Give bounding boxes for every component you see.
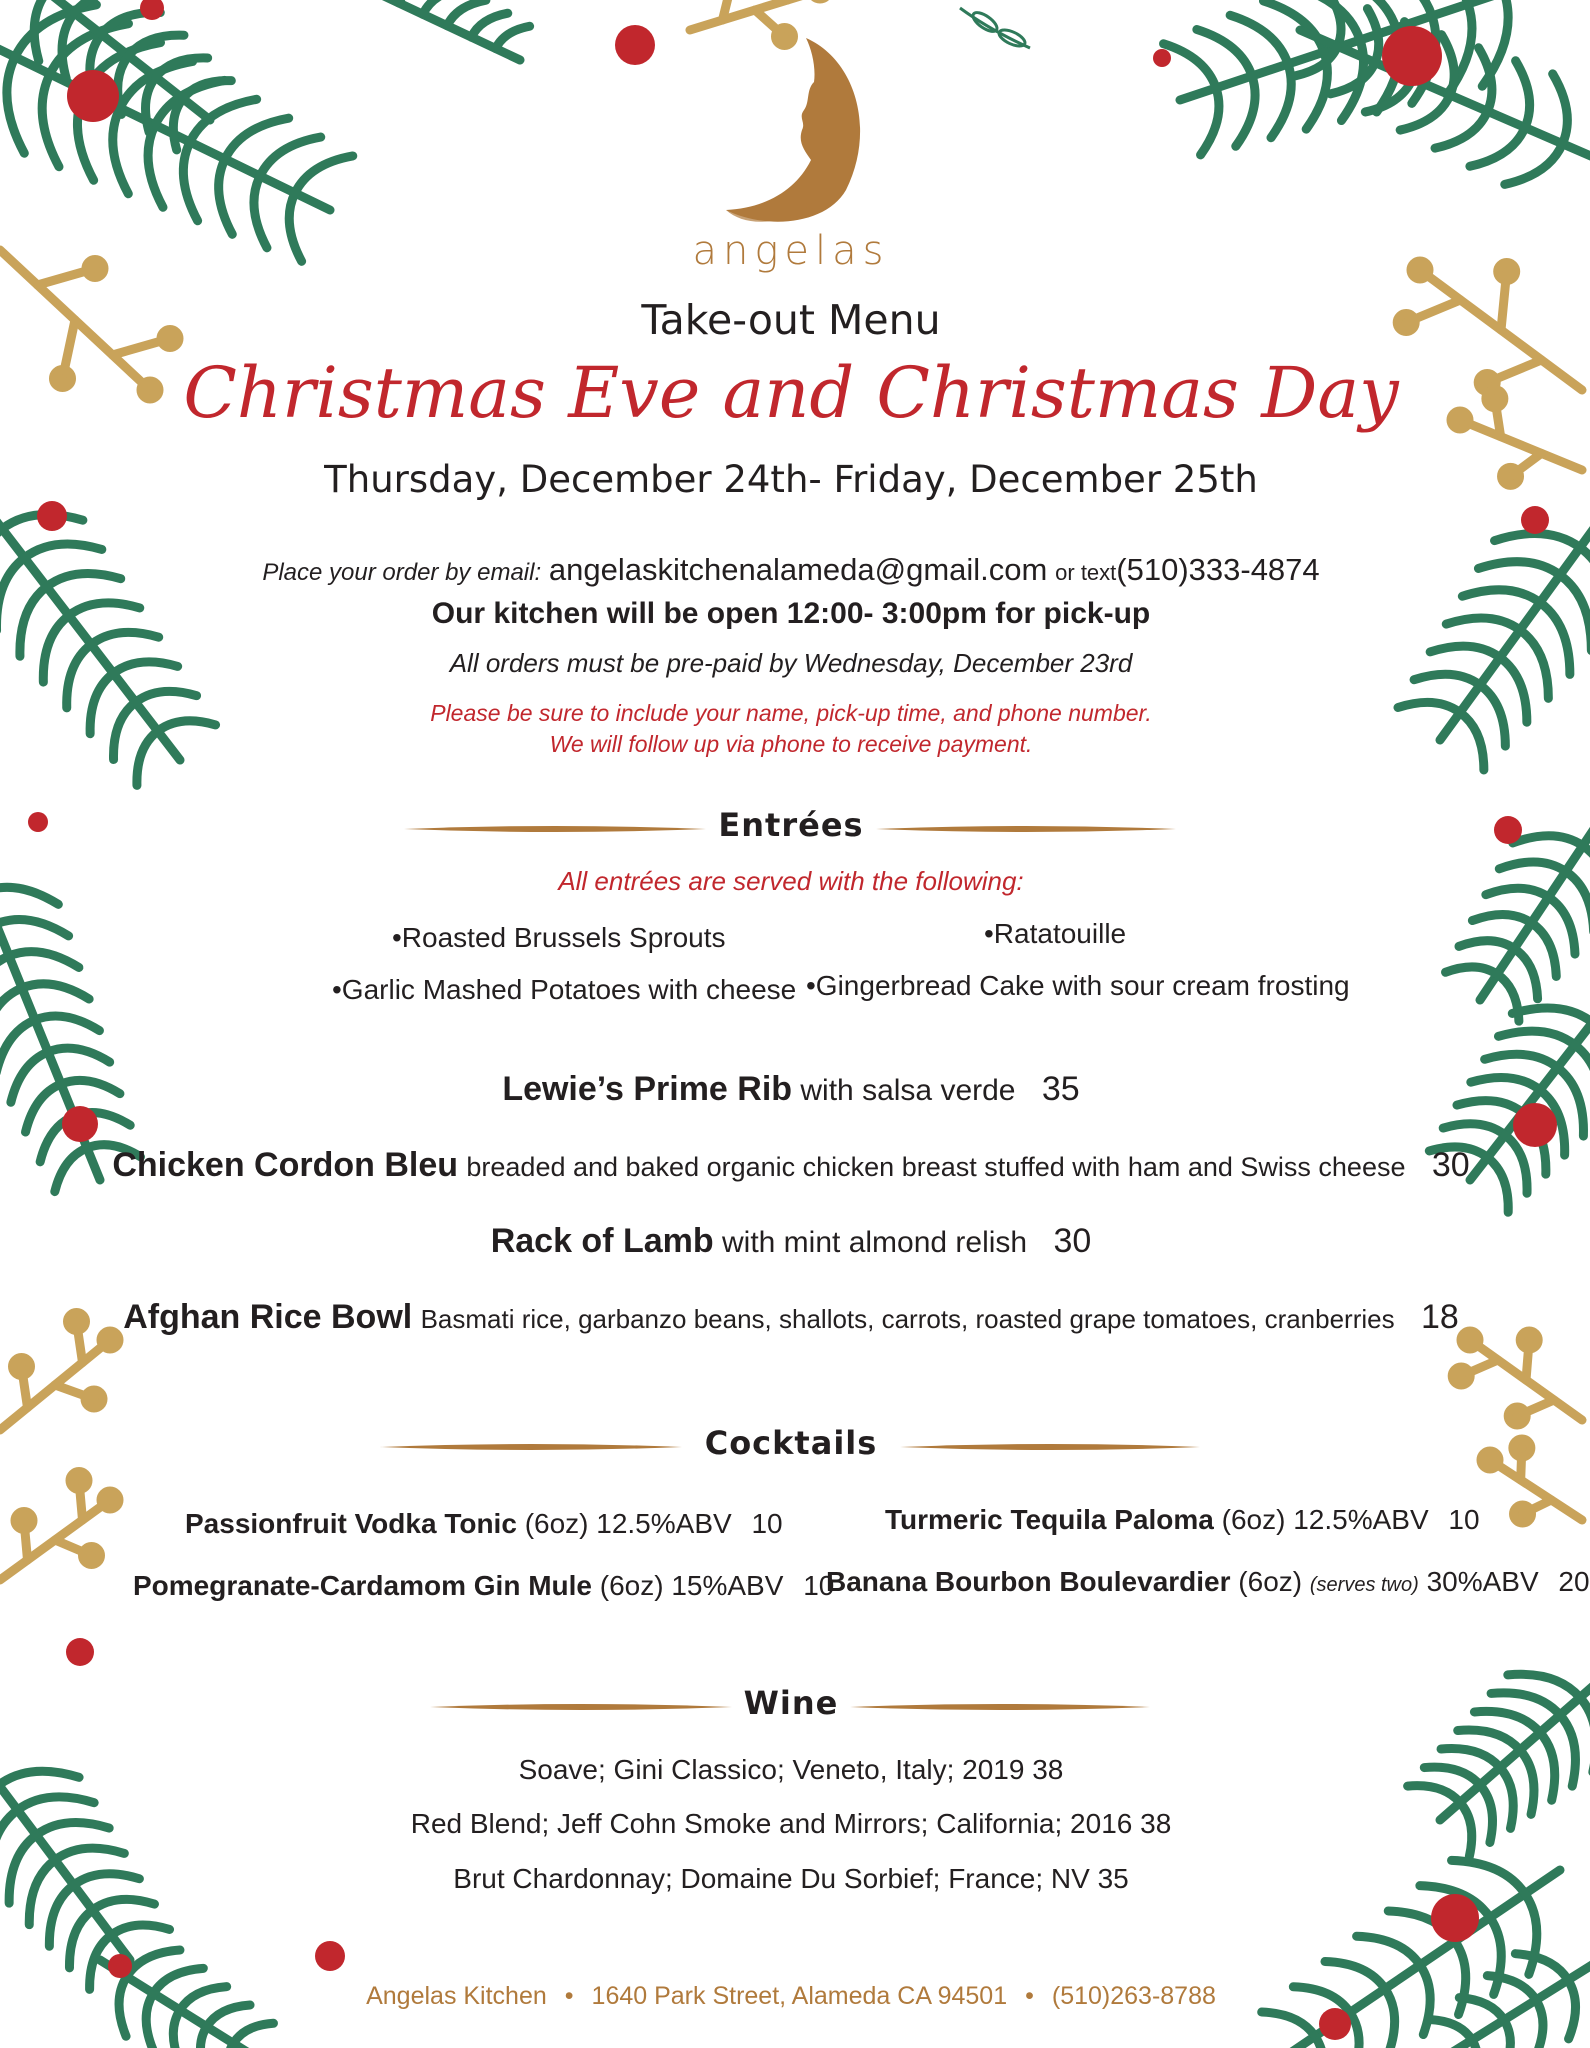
- wine-heading: Wine: [743, 1684, 839, 1722]
- order-email-link[interactable]: angelaskitchenalameda@gmail.com: [548, 552, 1048, 587]
- entree-price: 30: [1053, 1222, 1092, 1260]
- cocktail-price: 10: [751, 1508, 783, 1539]
- entree-desc: Basmati rice, garbanzo beans, shallots, carrots, roasted grape tomatoes, cranberries: [420, 1304, 1395, 1334]
- entree-price: 30: [1431, 1146, 1470, 1184]
- side-item: •Roasted Brussels Sprouts: [392, 922, 726, 953]
- footer-phone[interactable]: (510)263-8788: [1051, 1982, 1216, 2010]
- entrees-heading: Entrées: [718, 806, 864, 844]
- entrees-heading-row: [0, 806, 1582, 846]
- cocktail-price: 20: [1558, 1566, 1590, 1597]
- side-item: •Garlic Mashed Potatoes with cheese: [332, 974, 797, 1005]
- entree-desc: with mint almond relish: [722, 1226, 1028, 1259]
- order-note-2: We will follow up via phone to receive payment.: [549, 731, 1033, 757]
- divider-right: [876, 824, 1176, 834]
- divider-right: [850, 1702, 1150, 1712]
- entree-price: 18: [1420, 1298, 1459, 1336]
- entree-desc: breaded and baked organic chicken breast stuffed with ham and Swiss cheese: [466, 1152, 1406, 1182]
- cocktail-name: Pomegranate-Cardamom Gin Mule: [133, 1570, 592, 1601]
- entree-item: [0, 1070, 1582, 1109]
- prepaid-notice: All orders must be pre-paid by Wednesday, December 23rd: [449, 648, 1133, 678]
- cocktail-detail: (6oz) 12.5%ABV: [524, 1508, 732, 1539]
- cocktail-price: 10: [1448, 1504, 1480, 1535]
- entree-name: Rack of Lamb: [490, 1222, 714, 1260]
- side-item: •Gingerbread Cake with sour cream frosting: [806, 970, 1350, 1001]
- menu-subtitle: Take-out Menu: [641, 296, 941, 344]
- menu-dates: Thursday, December 24th- Friday, December 25th: [324, 458, 1258, 501]
- cocktail-item: [885, 1504, 1480, 1536]
- entree-item: [0, 1146, 1582, 1185]
- order-contact-line: [0, 552, 1582, 588]
- cocktail-detail: (6oz): [1238, 1566, 1303, 1597]
- order-phone-link[interactable]: (510)333-4874: [1116, 552, 1320, 587]
- entree-name: Afghan Rice Bowl: [123, 1298, 413, 1336]
- wine-item: Red Blend; Jeff Cohn Smoke and Mirrors; California; 2016 38: [410, 1808, 1172, 1839]
- wine-item: Brut Chardonnay; Domaine Du Sorbief; France; NV 35: [453, 1863, 1129, 1894]
- cocktail-name: Passionfruit Vodka Tonic: [185, 1508, 517, 1539]
- text-label: or text: [1055, 560, 1117, 585]
- side-item: •Ratatouille: [984, 918, 1127, 949]
- entree-desc: with salsa verde: [800, 1074, 1016, 1107]
- menu-title: Christmas Eve and Christmas Day: [183, 352, 1399, 434]
- pickup-hours: Our kitchen will be open 12:00- 3:00pm for pick-up: [431, 597, 1151, 630]
- footer-separator: •: [564, 1982, 574, 2010]
- logo-wordmark: angelas: [692, 228, 890, 274]
- cocktail-item: [826, 1566, 1590, 1598]
- angelas-logo-icon: [706, 30, 876, 230]
- footer-address: 1640 Park Street, Alameda CA 94501: [591, 1982, 1008, 2010]
- entree-name: Chicken Cordon Bleu: [112, 1146, 459, 1184]
- cocktail-price: 10: [803, 1570, 835, 1601]
- email-label: Place your order by email:: [262, 559, 542, 586]
- wine-heading-row: [0, 1684, 1582, 1724]
- divider-right: [900, 1442, 1200, 1452]
- wine-item: Soave; Gini Classico; Veneto, Italy; 2019 38: [518, 1754, 1064, 1785]
- entree-item: [0, 1222, 1582, 1261]
- served-with-note: All entrées are served with the following:: [558, 866, 1024, 896]
- cocktail-detail: (6oz) 15%ABV: [599, 1570, 784, 1601]
- cocktail-abv: 30%ABV: [1426, 1566, 1539, 1597]
- entree-price: 35: [1041, 1070, 1080, 1108]
- cocktail-name: Turmeric Tequila Paloma: [885, 1504, 1214, 1535]
- footer-separator: •: [1025, 1982, 1034, 2010]
- order-note-1: Please be sure to include your name, pick-up time, and phone number.: [430, 700, 1152, 726]
- cocktails-heading-row: [0, 1424, 1582, 1464]
- cocktail-detail: (6oz) 12.5%ABV: [1221, 1504, 1429, 1535]
- cocktail-note: (serves two): [1309, 1574, 1419, 1596]
- cocktail-item: [133, 1570, 834, 1602]
- footer-name: Angelas Kitchen: [366, 1982, 547, 2010]
- entree-name: Lewie’s Prime Rib: [502, 1070, 793, 1108]
- cocktails-heading: Cocktails: [704, 1424, 878, 1462]
- cocktail-item: [185, 1508, 783, 1540]
- entree-item: [0, 1298, 1582, 1337]
- footer: [0, 1982, 1582, 2011]
- cocktail-name: Banana Bourbon Boulevardier: [826, 1566, 1231, 1597]
